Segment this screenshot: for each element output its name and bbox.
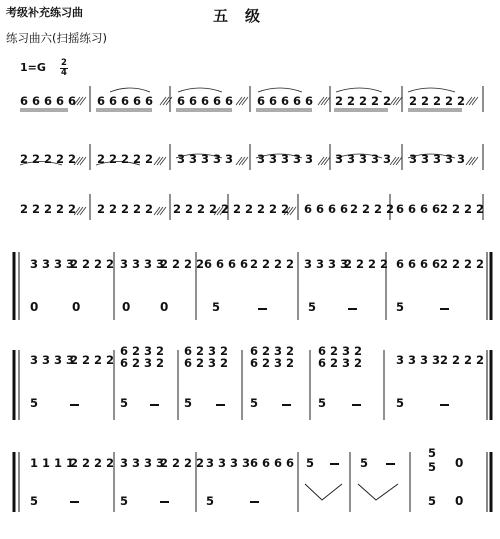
row3-m3: 2 2 2 2 2 xyxy=(173,202,230,216)
row5-chord3b: 6 2 3 2 xyxy=(250,356,295,370)
row4-m4b: 2 2 2 2 xyxy=(344,257,389,271)
dash xyxy=(216,404,225,406)
row6-5c: 5 xyxy=(428,446,437,460)
row3-m6b: 2 2 2 2 xyxy=(440,202,485,216)
dash xyxy=(352,404,361,406)
row1-m2: 6 6 6 6 6 xyxy=(97,94,154,108)
row6-0a: 0 xyxy=(455,456,464,470)
row6-m1b: 2 2 2 2 xyxy=(70,456,115,470)
dash xyxy=(250,501,259,503)
dash xyxy=(70,501,79,503)
row4-m3b: 2 2 2 2 xyxy=(250,257,295,271)
row3-m5b: 2 2 2 2 xyxy=(350,202,395,216)
row3-m2: 2 2 2 2 2 xyxy=(97,202,154,216)
row5-low-5a: 5 xyxy=(30,396,39,410)
row2-m1: 2 2 2 2 2 xyxy=(20,152,77,166)
row4-low-0d: 0 xyxy=(160,300,169,314)
row2-m4: 3 3 3 3 3 xyxy=(257,152,314,166)
dash xyxy=(282,404,291,406)
row6-m3a: 3 3 3 3 xyxy=(206,456,251,470)
dash xyxy=(160,501,169,503)
row5-chord1: 6 2 3 2 xyxy=(120,344,165,358)
row6-low-5b: 5 xyxy=(120,494,129,508)
row4-m4a: 3 3 3 3 xyxy=(304,257,349,271)
level-title: 五 级 xyxy=(213,7,262,25)
row5-chord1b: 6 2 3 2 xyxy=(120,356,165,370)
row6-low-5c: 5 xyxy=(206,494,215,508)
row4-m2a: 3 3 3 3 xyxy=(120,257,165,271)
row4-m1a: 3 3 3 3 xyxy=(30,257,75,271)
row5-chord3: 6 2 3 2 xyxy=(250,344,295,358)
row6-5a: 5 xyxy=(306,456,315,470)
row5-low-5c: 5 xyxy=(184,396,193,410)
row6-m2b: 2 2 2 2 xyxy=(160,456,205,470)
row2-m6: 3 3 3 3 3 xyxy=(409,152,466,166)
row5-m1a: 3 3 3 3 xyxy=(30,353,75,367)
row6-low-5a: 5 xyxy=(30,494,39,508)
row1-m3: 6 6 6 6 6 xyxy=(177,94,234,108)
row5-m6a: 3 3 3 3 xyxy=(396,353,441,367)
row4-m5a: 6 6 6 6 xyxy=(396,257,441,271)
dash xyxy=(330,463,339,465)
row5-m1b: 2 2 2 2 xyxy=(70,353,115,367)
row4-m3a: 6 6 6 6 xyxy=(204,257,249,271)
row2-m3: 3 3 3 3 3 xyxy=(177,152,234,166)
dash xyxy=(440,404,449,406)
row5-low-5f: 5 xyxy=(396,396,405,410)
row4-m1b: 2 2 2 2 xyxy=(70,257,115,271)
row3-m1: 2 2 2 2 2 xyxy=(20,202,77,216)
dash xyxy=(70,404,79,406)
row6-5b: 5 xyxy=(360,456,369,470)
row3-m4: 2 2 2 2 2 xyxy=(233,202,290,216)
row4-low-5a: 5 xyxy=(212,300,221,314)
row3-m6a: 6 6 6 6 xyxy=(396,202,441,216)
row4-m2b: 2 2 2 2 xyxy=(160,257,205,271)
row4-m5b: 2 2 2 2 xyxy=(440,257,485,271)
row1-m6: 2 2 2 2 2 xyxy=(409,94,466,108)
row4-low-0c: 0 xyxy=(122,300,131,314)
row5-chord2: 6 2 3 2 xyxy=(184,344,229,358)
dash xyxy=(348,308,357,310)
dash xyxy=(386,463,395,465)
row5-chord2b: 6 2 3 2 xyxy=(184,356,229,370)
dash xyxy=(150,404,159,406)
row5-chord4b: 6 2 3 2 xyxy=(318,356,363,370)
row6-m2a: 3 3 3 3 xyxy=(120,456,165,470)
dash xyxy=(440,308,449,310)
row5-chord4: 6 2 3 2 xyxy=(318,344,363,358)
row5-low-5e: 5 xyxy=(318,396,327,410)
time-bottom: 4 xyxy=(61,68,67,78)
key-signature: 1=G xyxy=(20,61,46,74)
piece-subtitle: 练习曲六(扫摇练习) xyxy=(6,31,107,45)
dash xyxy=(258,308,267,310)
row5-low-5d: 5 xyxy=(250,396,259,410)
row1-m1: 6 6 6 6 6 xyxy=(20,94,77,108)
row5-m6b: 2 2 2 2 xyxy=(440,353,485,367)
row6-low-0: 0 xyxy=(455,494,464,508)
row2-m2: 2 2 2 2 2 xyxy=(97,152,154,166)
row6-low-5d: 5 xyxy=(428,494,437,508)
row6-m3b: 6 6 6 6 xyxy=(250,456,295,470)
collection-title: 考级补充练习曲 xyxy=(6,6,83,19)
row1-m5: 2 2 2 2 2 xyxy=(335,94,392,108)
row6-m1a: 1 1 1 1 xyxy=(30,456,75,470)
row4-low-5c: 5 xyxy=(396,300,405,314)
row1-m4: 6 6 6 6 6 xyxy=(257,94,314,108)
row2-m5: 3 3 3 3 3 xyxy=(335,152,392,166)
row4-low-5b: 5 xyxy=(308,300,317,314)
row4-low-0a: 0 xyxy=(30,300,39,314)
row3-m5a: 6 6 6 6 xyxy=(304,202,349,216)
row4-low-0b: 0 xyxy=(72,300,81,314)
row5-low-5b: 5 xyxy=(120,396,129,410)
row6-5d: 5 xyxy=(428,460,437,474)
time-top: 2 xyxy=(61,58,67,68)
